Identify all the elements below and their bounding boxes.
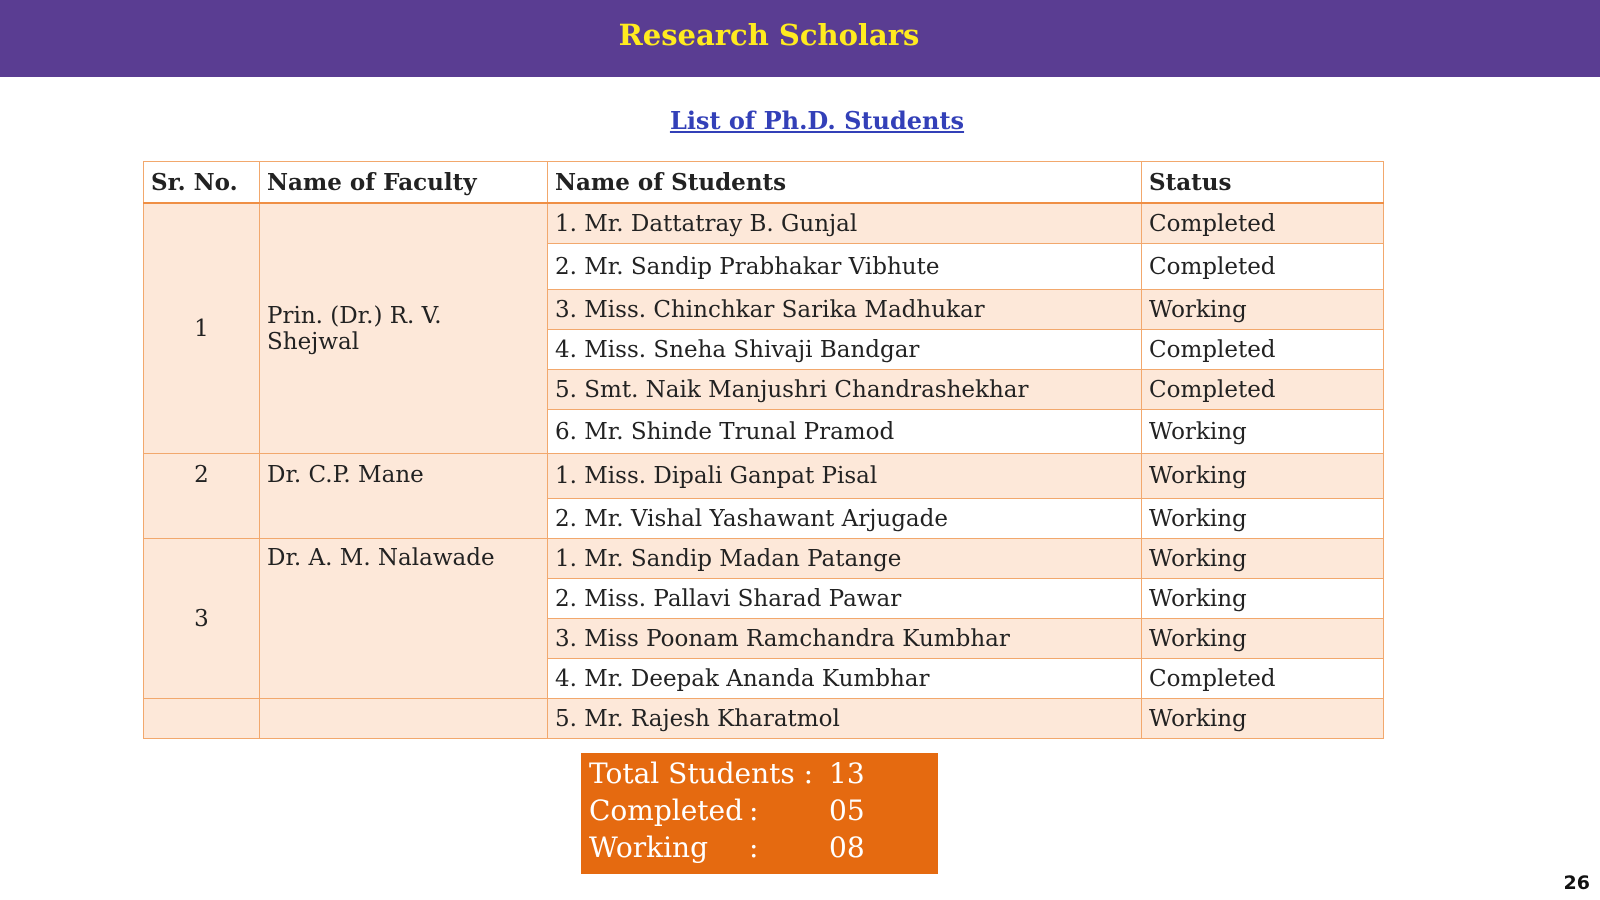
table-row bbox=[144, 203, 1384, 244]
student-name-cell: 1. Mr. Dattatray B. Gunjal bbox=[548, 203, 1142, 244]
faculty-cell bbox=[260, 699, 548, 739]
sr-no-cell: 2 bbox=[144, 454, 260, 539]
student-name-cell: 1. Mr. Sandip Madan Patange bbox=[548, 539, 1142, 579]
status-cell: Completed bbox=[1142, 659, 1384, 699]
column-header-faculty: Name of Faculty bbox=[260, 162, 548, 204]
status-cell: Working bbox=[1142, 410, 1384, 454]
table-row bbox=[144, 699, 1384, 739]
page-number: 26 bbox=[1563, 872, 1590, 894]
student-name-cell: 6. Mr. Shinde Trunal Pramod bbox=[548, 410, 1142, 454]
student-name-cell: 4. Mr. Deepak Ananda Kumbhar bbox=[548, 659, 1142, 699]
status-cell: Working bbox=[1142, 454, 1384, 499]
status-cell: Working bbox=[1142, 539, 1384, 579]
summary-total-value: 13 bbox=[829, 757, 865, 790]
column-header-status: Status bbox=[1142, 162, 1384, 204]
student-name-cell: 1. Miss. Dipali Ganpat Pisal bbox=[548, 454, 1142, 499]
table-heading: List of Ph.D. Students bbox=[669, 106, 965, 135]
student-name-cell: 2. Mr. Sandip Prabhakar Vibhute bbox=[548, 244, 1142, 290]
summary-working-value: 08 bbox=[829, 831, 865, 864]
student-name-cell: 3. Miss Poonam Ramchandra Kumbhar bbox=[548, 619, 1142, 659]
summary-box bbox=[581, 753, 938, 874]
summary-total-label: Total Students : bbox=[589, 757, 814, 790]
status-cell: Working bbox=[1142, 290, 1384, 330]
status-cell: Completed bbox=[1142, 244, 1384, 290]
summary-completed-value: 05 bbox=[829, 794, 865, 827]
student-name-cell: 2. Mr. Vishal Yashawant Arjugade bbox=[548, 499, 1142, 539]
sr-no-cell: 1 bbox=[144, 203, 260, 454]
student-name-cell: 5. Mr. Rajesh Kharatmol bbox=[548, 699, 1142, 739]
student-name-cell: 2. Miss. Pallavi Sharad Pawar bbox=[548, 579, 1142, 619]
summary-completed-label: Completed bbox=[589, 794, 744, 827]
table-row bbox=[144, 539, 1384, 579]
phd-students-table bbox=[143, 161, 1384, 739]
status-cell: Working bbox=[1142, 499, 1384, 539]
student-name-cell: 4. Miss. Sneha Shivaji Bandgar bbox=[548, 330, 1142, 370]
status-cell: Completed bbox=[1142, 330, 1384, 370]
faculty-cell: Prin. (Dr.) R. V. Shejwal bbox=[260, 203, 548, 454]
column-header-sr-no: Sr. No. bbox=[144, 162, 260, 204]
table-header-row bbox=[144, 162, 1384, 204]
summary-working-label: Working bbox=[589, 831, 708, 864]
student-name-cell: 5. Smt. Naik Manjushri Chandrashekhar bbox=[548, 370, 1142, 410]
status-cell: Completed bbox=[1142, 370, 1384, 410]
table-row bbox=[144, 454, 1384, 499]
student-name-cell: 3. Miss. Chinchkar Sarika Madhukar bbox=[548, 290, 1142, 330]
header-bar bbox=[0, 0, 1600, 77]
summary-working-colon: : bbox=[749, 831, 759, 864]
column-header-students: Name of Students bbox=[548, 162, 1142, 204]
status-cell: Working bbox=[1142, 699, 1384, 739]
summary-completed-colon: : bbox=[749, 794, 759, 827]
sr-no-cell bbox=[144, 699, 260, 739]
faculty-cell: Dr. C.P. Mane bbox=[260, 454, 548, 539]
faculty-cell: Dr. A. M. Nalawade bbox=[260, 539, 548, 699]
sr-no-cell: 3 bbox=[144, 539, 260, 699]
page-title: Research Scholars bbox=[618, 18, 920, 52]
status-cell: Completed bbox=[1142, 203, 1384, 244]
status-cell: Working bbox=[1142, 619, 1384, 659]
status-cell: Working bbox=[1142, 579, 1384, 619]
